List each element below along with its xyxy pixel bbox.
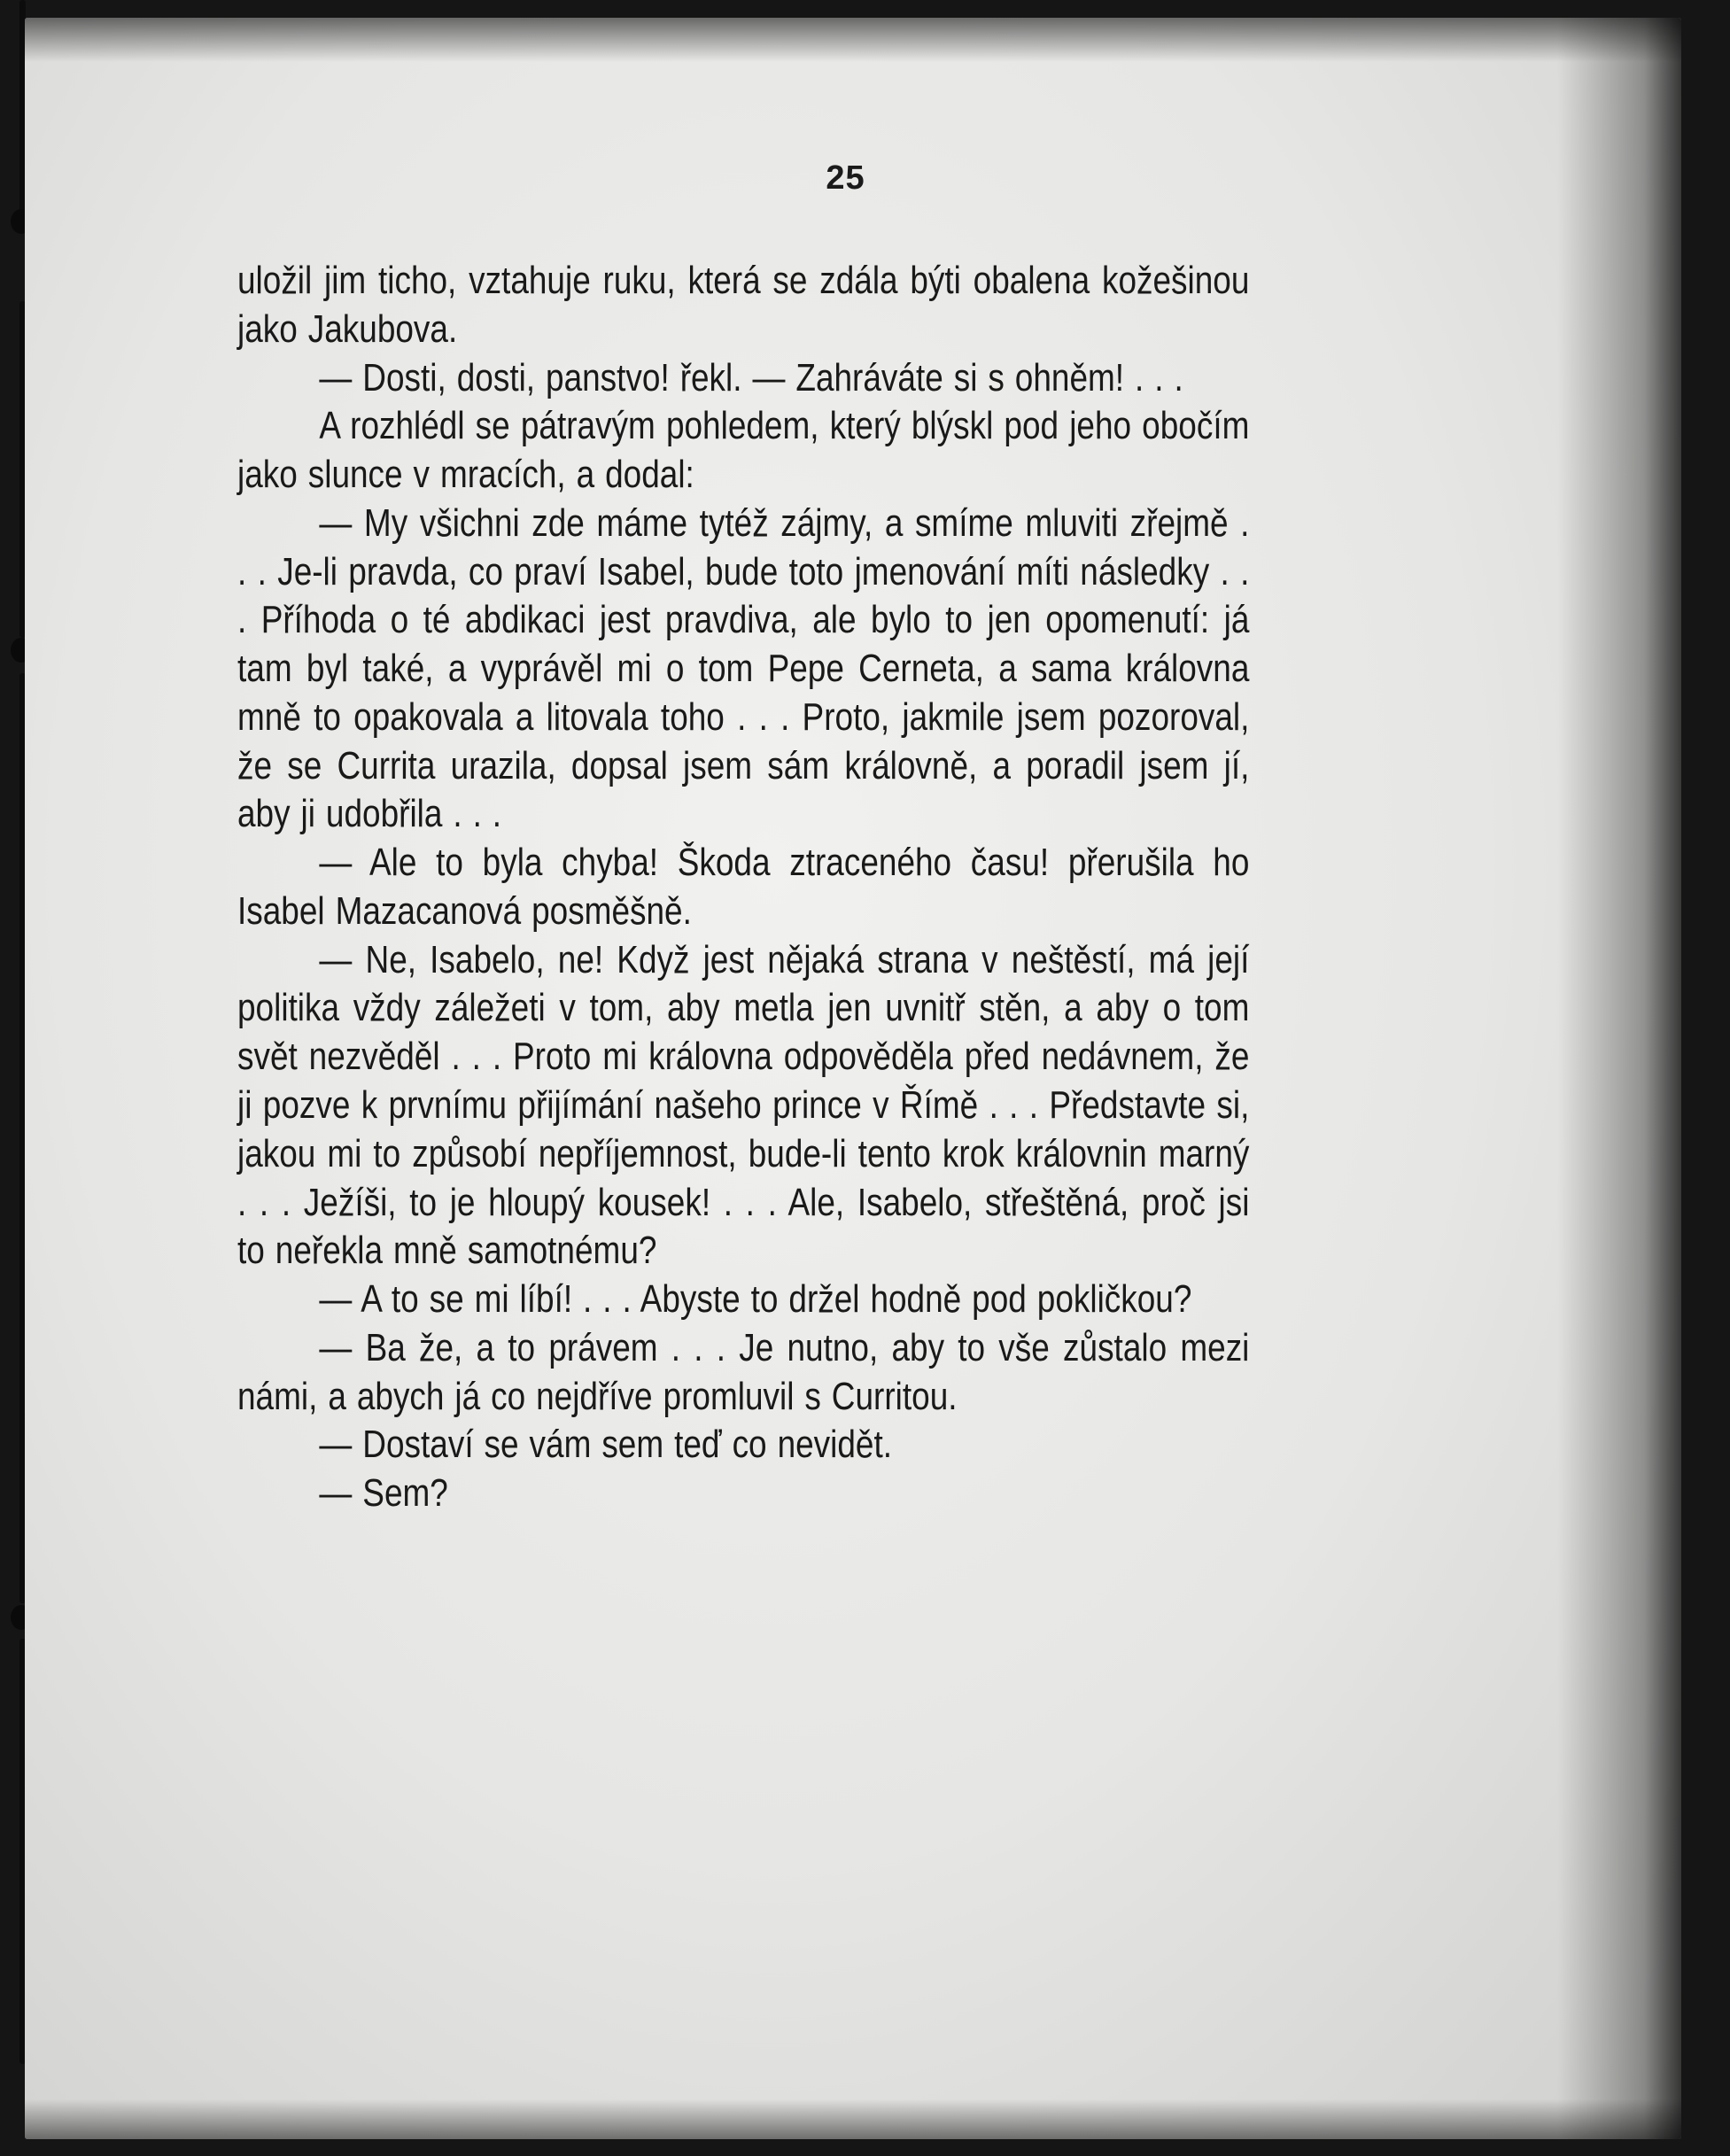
paragraph: — Sem? [319,1471,448,1516]
book-page [25,18,1681,2139]
page-bottom-shadow [25,2099,1681,2139]
page-body-text [237,257,1249,1518]
paragraph: — My všichni zde máme tytéž zájmy, a smíme mluviti zřejmě . . . Je-li pravda, co praví Isabel, bude toto jmenování míti následky . . . Příhoda o té abdikaci jest pravdiva, ale bylo to jen opomenutí: já tam byl také, a vyprávěl mi o tom Pepe Cerneta, a sama královna mně to opakovala a litovala toho . . . Proto, jakmile jsem pozoroval, že se Currita urazila, dopsal jsem sám královně, a poradil jsem jí, aby ji udobřila . . . [237,500,1250,836]
page-gutter-shadow [1557,18,1681,2139]
paragraph: — Ale to byla chyba! Škoda ztraceného času! přerušila ho Isabel Mazacanová posměšně. [237,841,1250,933]
paragraph: uložil jim ticho, vztahuje ruku, která se zdála býti obalena kožešinou jako Jakubova. [237,259,1250,351]
paragraph: — A to se mi líbí! . . . Abyste to držel hodně pod pokličkou? [319,1277,1192,1322]
paragraph: — Ba že, a to právem . . . Je nutno, aby to vše zůstalo mezi námi, a abych já co nejdříve promluvil s Curritou. [237,1325,1250,1418]
paragraph: — Ne, Isabelo, ne! Když jest nějaká strana v neštěstí, má její politika vždy záležeti v tom, aby metla jen uvnitř stěn, a aby o tom svět nezvěděl . . . Proto mi královna odpověděla před nedávnem, že ji pozve k prvnímu přijímání našeho prince v Římě . . . Představte si, jakou mi to způsobí nepříjemnost, bude-li tento krok královnin marný . . . Ježíši, to je hloupý kousek! . . . Ale, Isabelo, střeštěná, proč jsi to neřekla mně samotnému? [237,937,1250,1273]
paragraph: A rozhlédl se pátravým pohledem, který blýskl pod jeho obočím jako slunce v mracích, a dodal: [237,404,1250,497]
paragraph: — Dostaví se vám sem teď co nevidět. [319,1423,893,1467]
paragraph: — Dosti, dosti, panstvo! řekl. — Zahráváte si s ohněm! . . . [319,355,1183,399]
page-number: 25 [826,159,865,197]
page-top-shadow [25,18,1681,62]
